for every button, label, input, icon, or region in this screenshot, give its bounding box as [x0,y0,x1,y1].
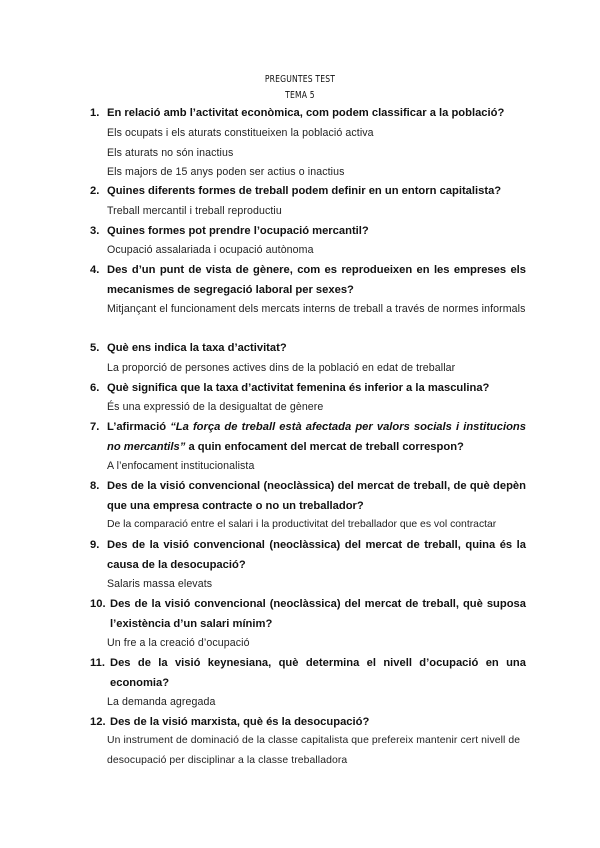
question-9 [90,535,526,575]
question-10 [90,594,526,634]
question-7 [90,417,526,457]
question-text: En relació amb l’activitat econòmica, com podem classificar a la població? [107,107,505,119]
question-number: 4. [90,264,100,276]
answer-10: Un fre a la creació d’ocupació [107,637,250,649]
question-number: 6. [90,382,100,394]
question-text: Des de la visió convencional (neoclàssica) del mercat de treball, de què depèn que una empresa contracte o no un treballador? [107,480,526,512]
answer-1b: Els aturats no són inactius [107,147,234,159]
question-number: 10. [90,598,106,610]
question-number: 5. [90,342,100,354]
question-text [90,417,526,457]
question-text: Des de la visió convencional (neoclàssica) del mercat de treball, què suposa l’existència d’un salari mínim? [110,598,526,630]
question-number: 9. [90,539,100,551]
answer-1a: Els ocupats i els aturats constitueixen la població activa [107,127,374,139]
answer-9: Salaris massa elevats [107,578,213,590]
question-number: 2. [90,185,100,197]
question-number: 11. [90,657,105,669]
question-text: Des d’un punt de vista de gènere, com es reprodueixen en les empreses els mecanismes de segregació laboral per sexes? [107,264,526,296]
question-quote: “La força de treball està afectada per valors socials i institucions no mercantils” [107,421,526,453]
answer-2: Treball mercantil i treball reproductiu [107,205,282,217]
question-3 [90,221,526,241]
document-subtitle: TEMA 5 [285,90,315,101]
question-5 [90,338,526,358]
answer-4: Mitjançant el funcionament dels mercats interns de treball a través de normes informals [107,303,526,315]
answer-6: És una expressió de la desigualtat de gènere [107,401,324,413]
answer-5: La proporció de persones actives dins de la població en edat de treballar [107,362,456,374]
question-text: Què significa que la taxa d’activitat femenina és inferior a la masculina? [107,382,490,394]
question-text: Què ens indica la taxa d’activitat? [107,342,287,354]
answer-3: Ocupació assalariada i ocupació autònoma [107,244,314,256]
question-number: 12. [90,716,106,728]
question-1 [90,103,526,123]
question-number: 3. [90,225,100,237]
question-text: Quines formes pot prendre l’ocupació mercantil? [107,225,369,237]
question-11 [90,653,526,693]
question-number: 7. [90,421,100,433]
answer-12: Un instrument de dominació de la classe capitalista que prefereix mantenir cert nivell de desocupació per disciplinar a la classe treballadora [107,735,521,766]
question-text: Des de la visió marxista, què és la desocupació? [110,716,370,728]
question-text: Quines diferents formes de treball podem definir en un entorn capitalista? [107,185,502,197]
question-text: Des de la visió keynesiana, què determina el nivell d’ocupació en una economia? [110,657,526,689]
answer-7: A l’enfocament institucionalista [107,460,255,472]
question-8 [90,476,526,516]
question-2 [90,181,526,201]
question-4 [90,260,526,300]
question-text-end: a quin enfocament del mercat de treball correspon? [185,441,464,453]
answer-11: La demanda agregada [107,696,216,708]
question-number: 8. [90,480,100,492]
question-number: 1. [90,107,100,119]
question-12 [90,712,526,732]
question-6 [90,378,526,398]
answer-8: De la comparació entre el salari i la productivitat del treballador que es vol contractar [107,519,497,530]
document-title: PREGUNTES TEST [264,74,336,85]
question-text-intro: L’afirmació [107,421,171,433]
question-text: Des de la visió convencional (neoclàssica) del mercat de treball, quina és la causa de la desocupació? [107,539,526,571]
answer-1c: Els majors de 15 anys poden ser actius o inactius [107,166,345,178]
